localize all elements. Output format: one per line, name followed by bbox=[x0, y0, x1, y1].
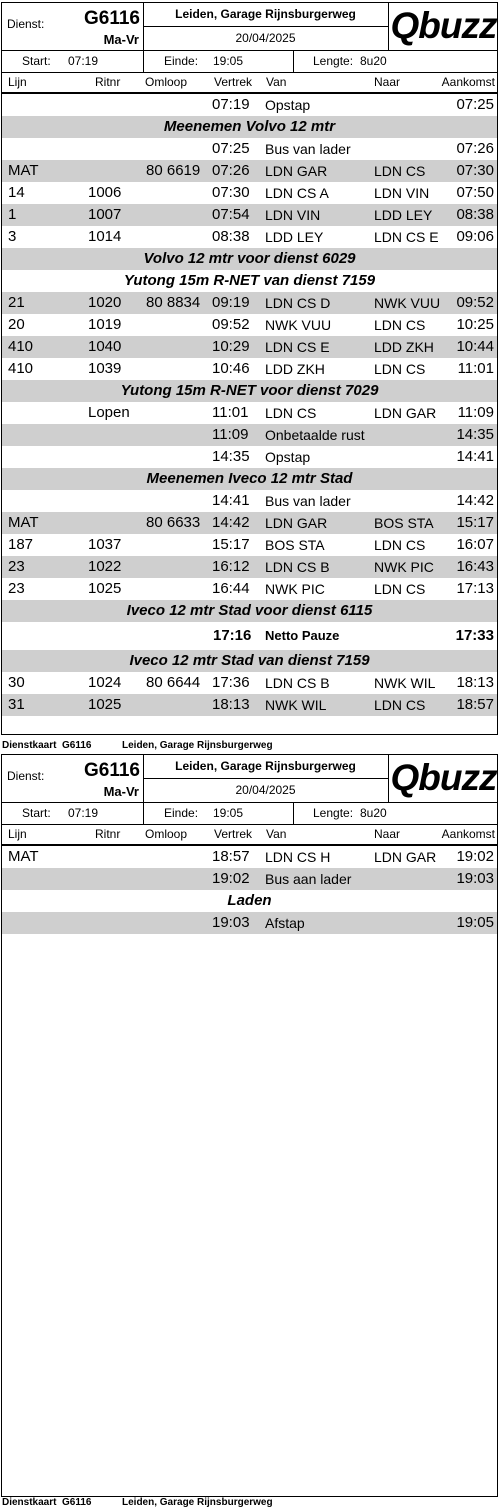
lijn: 31 bbox=[8, 696, 25, 713]
aankomst: 19:05 bbox=[456, 914, 494, 931]
col-aankomst: Aankomst bbox=[441, 75, 495, 89]
footer-label: Dienstkaart bbox=[2, 740, 57, 751]
col-ritnr: Ritnr bbox=[95, 75, 121, 89]
footer-garage: Leiden, Garage Rijnsburgerweg bbox=[122, 740, 273, 751]
van: NWK PIC bbox=[265, 581, 325, 597]
table-row bbox=[2, 424, 497, 446]
lijn: 20 bbox=[8, 316, 25, 333]
table-row bbox=[2, 446, 497, 468]
ritnr: 1024 bbox=[88, 674, 122, 691]
van: Opstap bbox=[265, 449, 311, 465]
ritnr: 1037 bbox=[88, 536, 122, 553]
ritnr: 1019 bbox=[88, 316, 122, 333]
aankomst: 07:30 bbox=[456, 162, 494, 179]
aankomst: 10:44 bbox=[456, 338, 494, 355]
aankomst: 16:43 bbox=[456, 558, 494, 575]
van: Onbetaalde rust bbox=[265, 427, 365, 443]
col-van: Van bbox=[266, 75, 287, 89]
end-time: 19:05 bbox=[213, 54, 244, 68]
omloop: 80 6619 bbox=[146, 162, 201, 179]
table-row bbox=[2, 672, 497, 694]
col-aankomst: Aankomst bbox=[441, 827, 495, 841]
aankomst: 09:06 bbox=[456, 228, 494, 245]
section-heading: Iveco 12 mtr Stad van dienst 7159 bbox=[2, 650, 497, 672]
naar: LDN VIN bbox=[374, 185, 430, 201]
aankomst: 18:13 bbox=[456, 674, 494, 691]
van: LDN CS bbox=[265, 405, 317, 421]
omloop: 80 6644 bbox=[146, 674, 201, 691]
qbuzz-logo: Qbuzz bbox=[390, 5, 497, 46]
vertrek: 14:41 bbox=[212, 492, 250, 509]
table-row bbox=[2, 694, 497, 716]
lijn: 23 bbox=[8, 580, 25, 597]
naar: NWK WIL bbox=[374, 675, 436, 691]
lijn: MAT bbox=[8, 514, 39, 531]
col-omloop: Omloop bbox=[145, 827, 188, 841]
col-naar: Naar bbox=[374, 827, 401, 841]
column-header bbox=[2, 73, 497, 94]
ritnr: 1022 bbox=[88, 558, 122, 575]
start-label: Start: bbox=[22, 54, 51, 68]
col-vertrek: Vertrek bbox=[214, 827, 253, 841]
vertrek: 16:44 bbox=[212, 580, 250, 597]
dienst-box bbox=[2, 3, 144, 50]
dienst-days: Ma-Vr bbox=[103, 784, 139, 799]
naar: LDD ZKH bbox=[374, 339, 434, 355]
dienstkaart-page-1 bbox=[1, 2, 498, 735]
garage-name: Leiden, Garage Rijnsburgerweg bbox=[143, 3, 388, 27]
service-date: 20/04/2025 bbox=[235, 783, 296, 797]
card-header bbox=[2, 3, 497, 51]
vertrek: 11:01 bbox=[212, 404, 249, 421]
length-value: 8u20 bbox=[360, 806, 387, 820]
aankomst: 16:07 bbox=[456, 536, 494, 553]
col-lijn: Lijn bbox=[8, 827, 27, 841]
ritnr: 1007 bbox=[88, 206, 122, 223]
vertrek: 16:12 bbox=[212, 558, 250, 575]
naar: LDN CS bbox=[374, 697, 426, 713]
vertrek: 15:17 bbox=[212, 536, 250, 553]
service-date: 20/04/2025 bbox=[235, 31, 296, 45]
vertrek: 07:26 bbox=[212, 162, 250, 179]
dienst-number: G6116 bbox=[84, 8, 140, 29]
van: Bus aan lader bbox=[265, 871, 352, 887]
van: LDN GAR bbox=[265, 515, 328, 531]
vertrek: 17:36 bbox=[212, 674, 250, 691]
end-label: Einde: bbox=[164, 806, 199, 820]
vertrek: 19:03 bbox=[212, 914, 250, 931]
omloop: 80 8834 bbox=[146, 294, 201, 311]
aankomst: 17:13 bbox=[456, 580, 494, 597]
vertrek: 10:29 bbox=[212, 338, 250, 355]
table-row bbox=[2, 358, 497, 380]
van: Opstap bbox=[265, 97, 311, 113]
section-heading: Yutong 15m R-NET van dienst 7159 bbox=[123, 272, 376, 289]
naar: LDN GAR bbox=[374, 849, 437, 865]
table-row bbox=[2, 336, 497, 358]
van: Netto Pauze bbox=[265, 628, 340, 643]
naar: LDN CS bbox=[374, 361, 426, 377]
naar: LDN CS bbox=[374, 163, 426, 179]
footer-label: Dienstkaart bbox=[2, 1497, 57, 1508]
naar: NWK VUU bbox=[374, 295, 441, 311]
ritnr: 1040 bbox=[88, 338, 122, 355]
vertrek: 07:54 bbox=[212, 206, 250, 223]
van: LDN VIN bbox=[265, 207, 321, 223]
dienstkaart-page-2 bbox=[1, 754, 498, 1497]
aankomst: 14:35 bbox=[456, 426, 494, 443]
end-label: Einde: bbox=[164, 54, 199, 68]
aankomst: 07:50 bbox=[456, 184, 494, 201]
table-row bbox=[2, 292, 497, 314]
table-row bbox=[2, 138, 497, 160]
section-heading: Yutong 15m R-NET voor dienst 7029 bbox=[2, 380, 497, 402]
van: Afstap bbox=[265, 915, 305, 931]
naar: LDN CS bbox=[374, 581, 426, 597]
table-row bbox=[2, 912, 497, 934]
vertrek: 08:38 bbox=[212, 228, 250, 245]
lijn: 410 bbox=[8, 338, 34, 355]
van: NWK VUU bbox=[265, 317, 332, 333]
table-row bbox=[2, 556, 497, 578]
table-row bbox=[2, 490, 497, 512]
lijn: 21 bbox=[8, 294, 25, 311]
ritnr: 1025 bbox=[88, 580, 122, 597]
naar: LDN CS bbox=[374, 537, 426, 553]
aankomst: 07:26 bbox=[456, 140, 494, 157]
table-row bbox=[2, 868, 497, 890]
van: Bus van lader bbox=[265, 493, 351, 509]
table-row bbox=[2, 512, 497, 534]
vertrek: 14:42 bbox=[212, 514, 250, 531]
start-time: 07:19 bbox=[68, 54, 99, 68]
vertrek: 18:57 bbox=[212, 848, 250, 865]
table-row bbox=[2, 314, 497, 336]
dienst-label: Dienst: bbox=[7, 769, 45, 783]
location-box bbox=[143, 3, 389, 50]
van: LDN CS B bbox=[265, 559, 330, 575]
van: LDD ZKH bbox=[265, 361, 325, 377]
lijn: MAT bbox=[8, 848, 39, 865]
dienst-box bbox=[2, 755, 144, 802]
van: LDN CS E bbox=[265, 339, 330, 355]
van: LDD LEY bbox=[265, 229, 324, 245]
qbuzz-logo: Qbuzz bbox=[390, 757, 497, 798]
col-van: Van bbox=[266, 827, 287, 841]
lijn: 410 bbox=[8, 360, 34, 377]
lijn: MAT bbox=[8, 162, 39, 179]
ritnr: 1014 bbox=[88, 228, 122, 245]
ritnr: 1025 bbox=[88, 696, 122, 713]
vertrek: 09:52 bbox=[212, 316, 250, 333]
length-label: Lengte: bbox=[313, 54, 354, 68]
section-heading: Meenemen Iveco 12 mtr Stad bbox=[2, 468, 497, 490]
table-row bbox=[2, 94, 497, 116]
table-row-pause bbox=[2, 622, 497, 650]
van: NWK WIL bbox=[265, 697, 327, 713]
card-header bbox=[2, 755, 497, 803]
lijn: 3 bbox=[8, 228, 17, 245]
table-row bbox=[2, 402, 497, 424]
aankomst: 10:25 bbox=[456, 316, 494, 333]
lijn: 187 bbox=[8, 536, 34, 553]
vertrek: 09:19 bbox=[212, 294, 250, 311]
section-heading: Laden bbox=[227, 892, 272, 909]
footer-dienst: G6116 bbox=[62, 740, 92, 751]
dienst-number: G6116 bbox=[84, 760, 140, 781]
col-naar: Naar bbox=[374, 75, 401, 89]
dienst-days: Ma-Vr bbox=[103, 32, 139, 47]
vertrek: 07:30 bbox=[212, 184, 250, 201]
aankomst: 15:17 bbox=[456, 514, 494, 531]
start-label: Start: bbox=[22, 806, 51, 820]
table-row bbox=[2, 160, 497, 182]
aankomst: 17:33 bbox=[455, 627, 494, 644]
lijn: 1 bbox=[8, 206, 17, 223]
lijn: 14 bbox=[8, 184, 25, 201]
van: BOS STA bbox=[265, 537, 325, 553]
van: Bus van lader bbox=[265, 141, 351, 157]
aankomst: 11:01 bbox=[457, 360, 494, 377]
naar: NWK PIC bbox=[374, 559, 434, 575]
table-row bbox=[2, 182, 497, 204]
vertrek: 07:19 bbox=[212, 96, 250, 113]
naar: LDN GAR bbox=[374, 405, 437, 421]
aankomst: 19:02 bbox=[456, 848, 494, 865]
van: LDN CS D bbox=[265, 295, 331, 311]
end-time: 19:05 bbox=[213, 806, 244, 820]
ritnr: 1039 bbox=[88, 360, 122, 377]
col-lijn: Lijn bbox=[8, 75, 27, 89]
aankomst: 08:38 bbox=[456, 206, 494, 223]
aankomst: 19:03 bbox=[456, 870, 494, 887]
aankomst: 11:09 bbox=[457, 404, 494, 421]
vertrek: 19:02 bbox=[212, 870, 250, 887]
column-header bbox=[2, 825, 497, 846]
van: LDN GAR bbox=[265, 163, 328, 179]
ritnr: Lopen bbox=[88, 404, 130, 421]
footer-dienst: G6116 bbox=[62, 1497, 92, 1508]
van: LDN CS H bbox=[265, 849, 331, 865]
col-vertrek: Vertrek bbox=[214, 75, 253, 89]
aankomst: 14:42 bbox=[456, 492, 494, 509]
garage-name: Leiden, Garage Rijnsburgerweg bbox=[143, 755, 388, 779]
table-row bbox=[2, 534, 497, 556]
section-heading: Meenemen Volvo 12 mtr bbox=[2, 116, 497, 138]
table-row bbox=[2, 846, 497, 868]
vertrek: 17:16 bbox=[213, 627, 252, 644]
col-ritnr: Ritnr bbox=[95, 827, 121, 841]
ritnr: 1006 bbox=[88, 184, 122, 201]
section-heading: Volvo 12 mtr voor dienst 6029 bbox=[2, 248, 497, 270]
naar: LDN CS E bbox=[374, 229, 439, 245]
shift-info bbox=[2, 803, 497, 825]
vertrek: 11:09 bbox=[212, 426, 249, 443]
col-omloop: Omloop bbox=[145, 75, 188, 89]
van: LDN CS A bbox=[265, 185, 329, 201]
vertrek: 07:25 bbox=[212, 140, 250, 157]
van: LDN CS B bbox=[265, 675, 330, 691]
start-time: 07:19 bbox=[68, 806, 99, 820]
table-row bbox=[2, 578, 497, 600]
location-box bbox=[143, 755, 389, 802]
dienst-label: Dienst: bbox=[7, 17, 45, 31]
omloop: 80 6633 bbox=[146, 514, 201, 531]
length-label: Lengte: bbox=[313, 806, 354, 820]
vertrek: 18:13 bbox=[212, 696, 250, 713]
vertrek: 14:35 bbox=[212, 448, 250, 465]
section-heading: Iveco 12 mtr Stad voor dienst 6115 bbox=[2, 600, 497, 622]
table-row bbox=[2, 226, 497, 248]
aankomst: 07:25 bbox=[456, 96, 494, 113]
table-row bbox=[2, 204, 497, 226]
aankomst: 09:52 bbox=[456, 294, 494, 311]
vertrek: 10:46 bbox=[212, 360, 250, 377]
naar: LDN CS bbox=[374, 317, 426, 333]
length-value: 8u20 bbox=[360, 54, 387, 68]
aankomst: 14:41 bbox=[456, 448, 494, 465]
shift-info bbox=[2, 51, 497, 73]
footer-garage: Leiden, Garage Rijnsburgerweg bbox=[122, 1497, 273, 1508]
lijn: 30 bbox=[8, 674, 25, 691]
naar: LDD LEY bbox=[374, 207, 433, 223]
naar: BOS STA bbox=[374, 515, 434, 531]
ritnr: 1020 bbox=[88, 294, 122, 311]
lijn: 23 bbox=[8, 558, 25, 575]
aankomst: 18:57 bbox=[456, 696, 494, 713]
